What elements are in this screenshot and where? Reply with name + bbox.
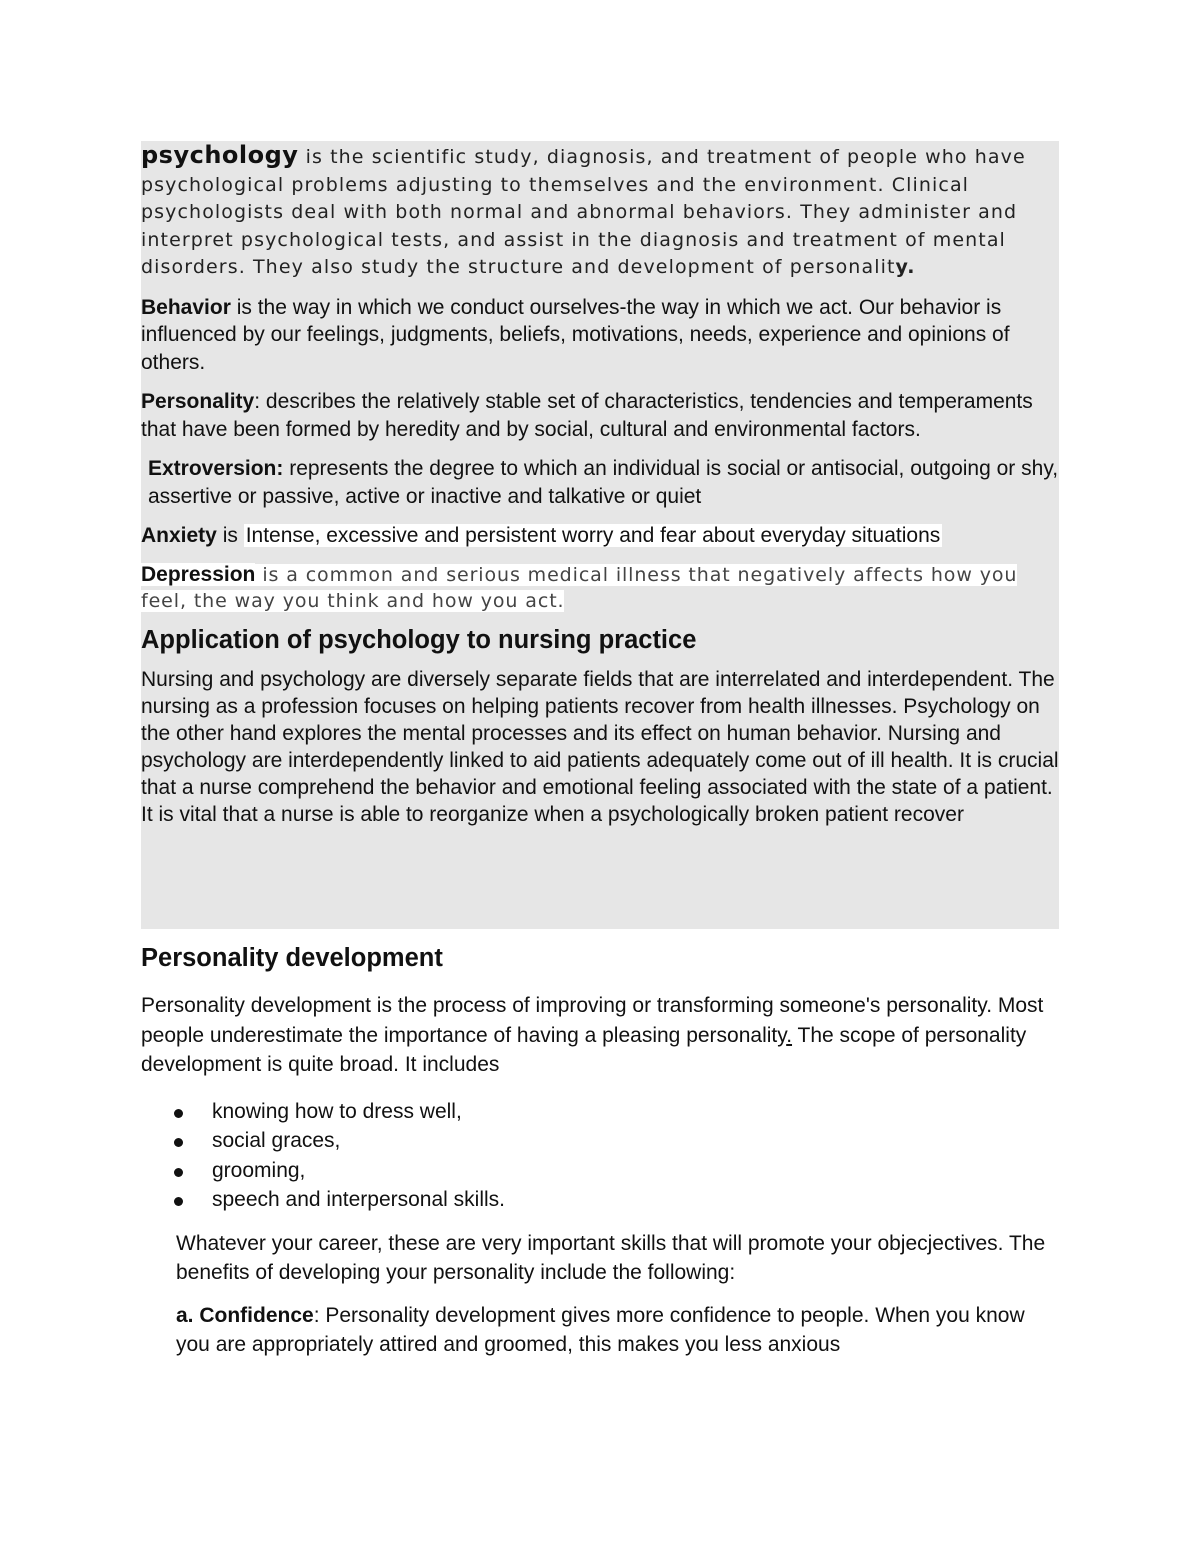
anxiety-text: Intense, excessive and persistent worry and fear about everyday situations — [245, 524, 941, 547]
bullet-icon — [174, 1109, 183, 1118]
list-item-label: social graces, — [212, 1129, 341, 1152]
depression-term: Depression — [141, 562, 256, 586]
list-item-label: knowing how to dress well, — [212, 1099, 462, 1123]
confidence-text: : Personality development gives more confidence to people. When you know you are appropriately attired and groomed, this makes you less anxious — [176, 1303, 1025, 1356]
psychology-end: y. — [895, 256, 916, 278]
personality-development-intro — [141, 991, 1059, 1080]
extroversion-term: Extroversion: — [148, 457, 284, 480]
list-item — [141, 1185, 1059, 1215]
bullet-icon — [174, 1168, 183, 1177]
list-item-label: speech and interpersonal skills. — [212, 1188, 505, 1211]
psychology-term: psychology — [141, 141, 299, 169]
anxiety-definition — [141, 522, 1059, 550]
personality-text: : describes the relatively stable set of characteristics, tendencies and temperaments that have been formed by heredity and by social, cultural and environmental factors. — [141, 390, 1033, 441]
depression-text: is a common and serious medical illness that negatively affects how you feel, the way you think and how you act. — [141, 563, 1018, 612]
confidence-paragraph — [141, 1301, 1059, 1360]
list-item — [141, 1156, 1059, 1186]
intro-period: . — [786, 1023, 793, 1047]
psychology-definition — [141, 142, 1059, 282]
bullet-icon — [174, 1138, 183, 1147]
intro-end: The scope of personality development is quite broad. It includes — [141, 1023, 1027, 1076]
extroversion-definition — [141, 455, 1059, 510]
application-paragraph: Nursing and psychology are diversely separate fields that are interrelated and interdependent. The nursing as a profession focuses on helping patients recover from health illnesses. Psychology on the other hand explores the mental processes and its effect on human behavior. Nursing and psychology are interdependently linked to aid patients adequately come out of ill health. It is crucial that a nurse comprehend the behavior and emotional feeling associated with the state of a patient. It is vital that a nurse is able to reorganize when a psychologically broken patient recover — [141, 667, 1059, 826]
personality-development-heading: Personality development — [141, 944, 443, 972]
intro-text: Personality development is the process of improving or transforming someone's personality. Most people underestimate the importance of having a pleasing personality — [141, 994, 1044, 1047]
anxiety-term: Anxiety — [141, 524, 217, 547]
list-item — [141, 1126, 1059, 1156]
bullet-icon — [174, 1197, 183, 1206]
list-item-label: grooming, — [212, 1158, 306, 1182]
highlighted-section — [141, 142, 1059, 828]
anxiety-is: is — [216, 524, 244, 547]
behavior-text: is the way in which we conduct ourselves-the way in which we act. Our behavior is influenced by our feelings, judgments, beliefs, motivations, needs, experience and opinions of others. — [141, 295, 1010, 374]
skills-list — [141, 1097, 1059, 1215]
depression-definition — [141, 562, 1059, 614]
list-item — [141, 1097, 1059, 1127]
psychology-text: is the scientific study, diagnosis, and treatment of people who have psychological problems adjusting to themselves and the environment. Clinical psychologists deal with both normal and abnormal behaviors. They administer and interpret psychological tests, and assist in the diagnosis and treatment of mental disorders. They also study the structure and development of personalit — [141, 146, 1026, 278]
career-paragraph: Whatever your career, these are very important skills that will promote your objecjectives. The benefits of developing your personality include the following: — [176, 1231, 1046, 1284]
behavior-term: Behavior — [141, 295, 231, 319]
behavior-definition — [141, 294, 1059, 377]
personality-term: Personality — [141, 390, 255, 413]
confidence-term: a. Confidence — [176, 1303, 314, 1327]
extroversion-text: represents the degree to which an individual is social or antisocial, outgoing or shy, assertive or passive, active or inactive and talkative or quiet — [148, 457, 1059, 508]
personality-definition — [141, 388, 1059, 443]
application-heading: Application of psychology to nursing practice — [141, 625, 697, 654]
personality-development-section — [141, 942, 1059, 1360]
